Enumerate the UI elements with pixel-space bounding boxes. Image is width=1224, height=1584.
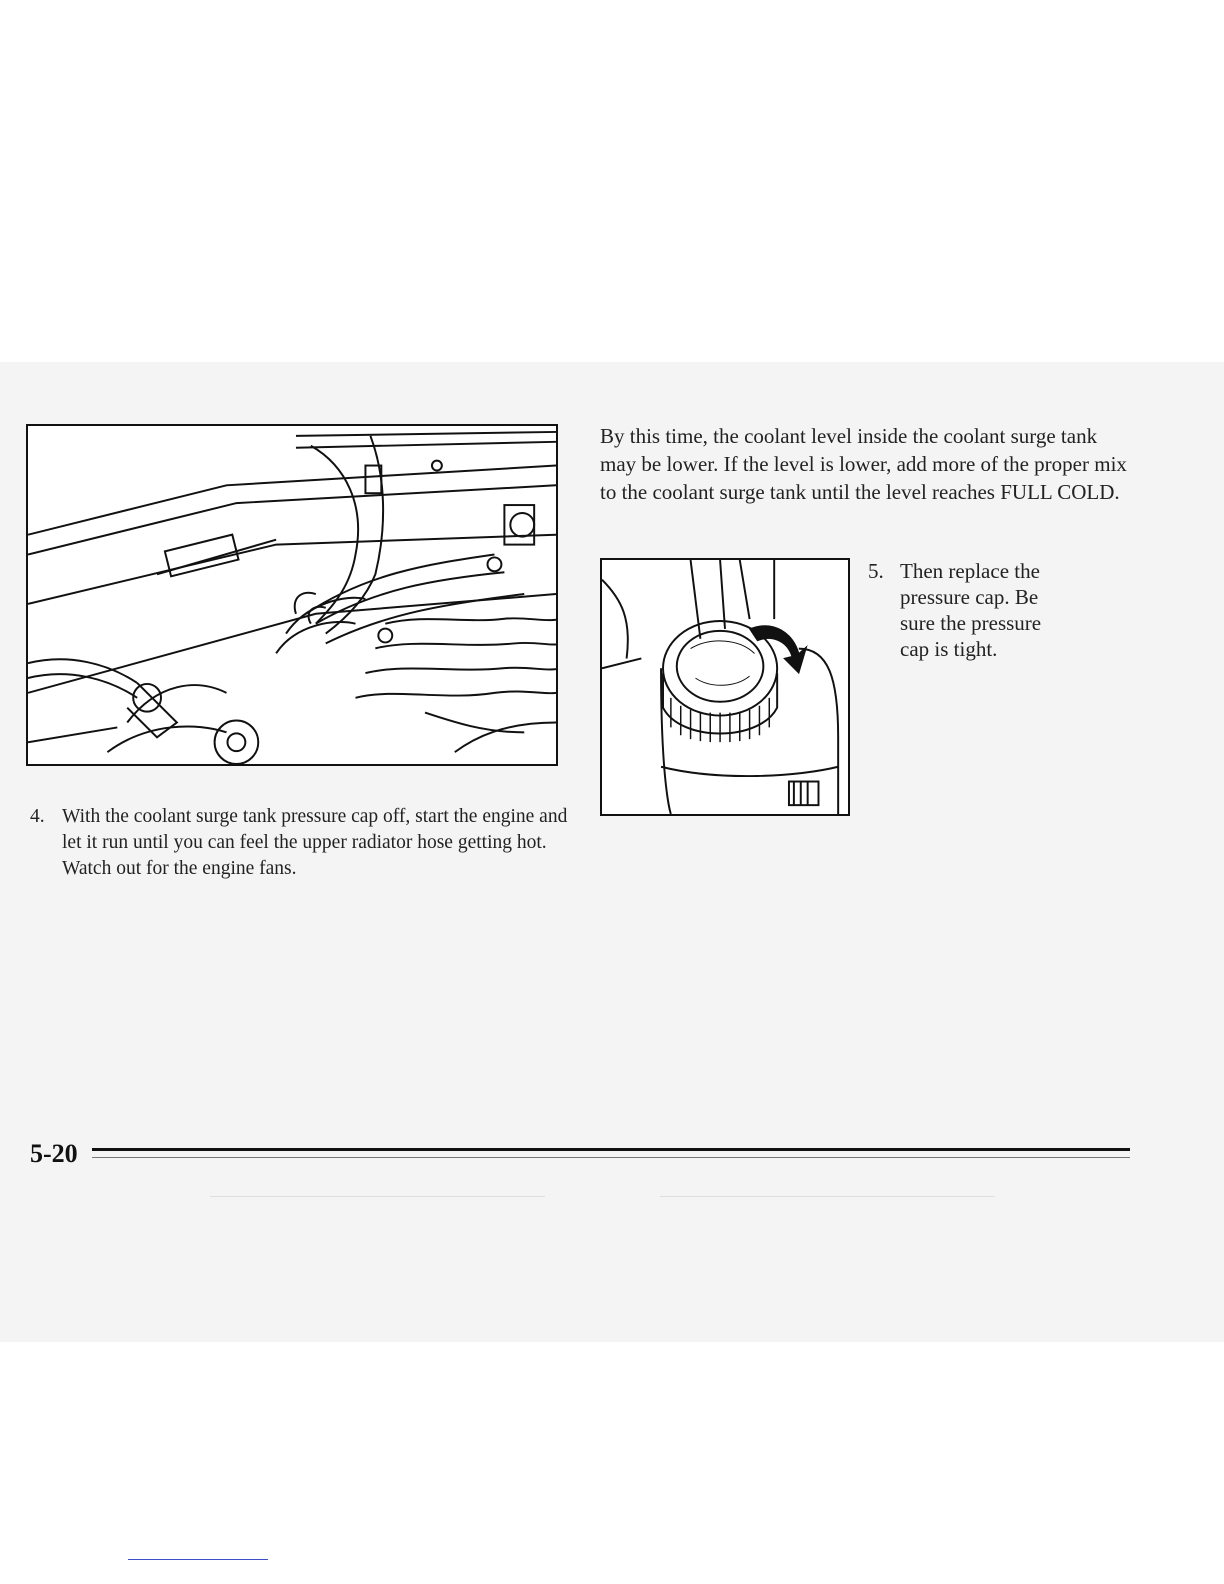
footer-rule-thin	[92, 1157, 1130, 1158]
step-5-text: Then replace the pressure cap. Be sure the pressure cap is tight.	[900, 559, 1042, 661]
scan-artifact-line	[660, 1196, 995, 1197]
pressure-cap-illustration	[600, 558, 850, 816]
step-4-number: 4.	[30, 806, 45, 827]
step-4-text: With the coolant surge tank pressure cap off, start the engine and let it run until you can feel the upper radiator hose getting hot. Watch out for the engine fans.	[62, 806, 568, 879]
bottom-underline	[128, 1559, 268, 1560]
cap-line-drawing	[602, 560, 848, 814]
step-5	[868, 558, 1068, 662]
coolant-level-paragraph: By this time, the coolant level inside the coolant surge tank may be lower. If the level is lower, add more of the proper mix to the coolant surge tank until the level reaches FULL COLD.	[600, 424, 1127, 504]
footer-rule	[92, 1148, 1130, 1151]
scan-artifact-line	[210, 1196, 545, 1197]
step-5-number: 5.	[868, 559, 884, 583]
engine-compartment-illustration	[26, 424, 558, 766]
page-number: 5-20	[30, 1139, 78, 1168]
engine-line-drawing	[28, 426, 556, 764]
step-4	[30, 804, 570, 882]
